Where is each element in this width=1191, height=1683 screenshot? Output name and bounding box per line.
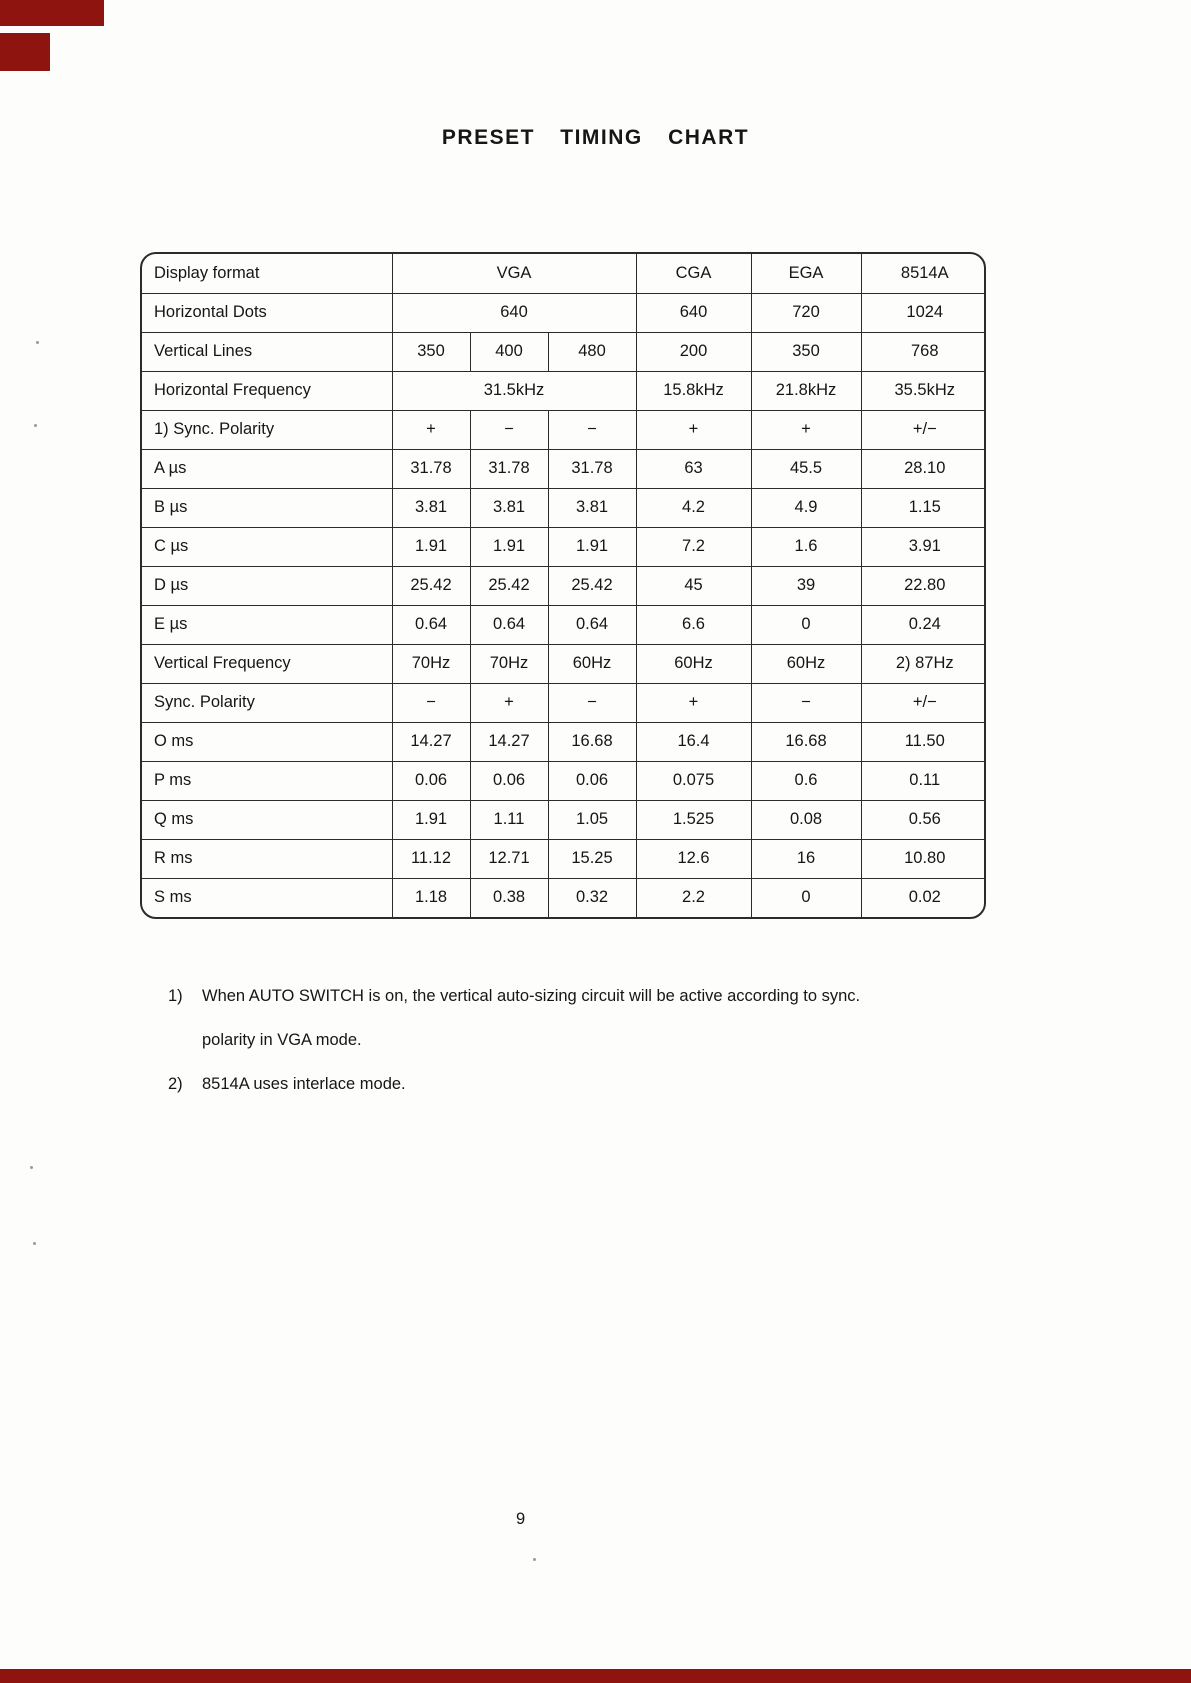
value-cell: 720 xyxy=(751,293,861,332)
value-cell: 0.38 xyxy=(470,878,548,917)
row-label: E µs xyxy=(142,605,392,644)
table-row xyxy=(142,800,986,839)
value-cell: 640 xyxy=(392,293,636,332)
scan-speck xyxy=(33,1242,36,1245)
value-cell: 768 xyxy=(861,332,986,371)
value-cell: 12.6 xyxy=(636,839,751,878)
value-cell: 25.42 xyxy=(392,566,470,605)
value-cell: 6.6 xyxy=(636,605,751,644)
table-row xyxy=(142,371,986,410)
value-cell: 16.68 xyxy=(751,722,861,761)
table-row xyxy=(142,566,986,605)
value-cell: 1.91 xyxy=(392,800,470,839)
value-cell: 200 xyxy=(636,332,751,371)
value-cell: VGA xyxy=(392,254,636,293)
row-label: R ms xyxy=(142,839,392,878)
value-cell: EGA xyxy=(751,254,861,293)
value-cell: + xyxy=(751,410,861,449)
value-cell: 0.06 xyxy=(548,761,636,800)
row-label: Q ms xyxy=(142,800,392,839)
value-cell: 0.56 xyxy=(861,800,986,839)
value-cell: 1.18 xyxy=(392,878,470,917)
scan-speck xyxy=(36,341,39,344)
scan-speck xyxy=(34,424,37,427)
footnote-number: 1) xyxy=(168,987,183,1005)
value-cell: 14.27 xyxy=(470,722,548,761)
footnote-text: 8514A uses interlace mode. xyxy=(202,1075,406,1093)
table-row xyxy=(142,761,986,800)
value-cell: − xyxy=(548,410,636,449)
table-row xyxy=(142,878,986,917)
value-cell: 22.80 xyxy=(861,566,986,605)
value-cell: + xyxy=(636,683,751,722)
value-cell: 39 xyxy=(751,566,861,605)
value-cell: 70Hz xyxy=(470,644,548,683)
value-cell: 31.78 xyxy=(470,449,548,488)
value-cell: 7.2 xyxy=(636,527,751,566)
row-label: C µs xyxy=(142,527,392,566)
value-cell: + xyxy=(470,683,548,722)
page-number: 9 xyxy=(516,1510,526,1528)
value-cell: + xyxy=(392,410,470,449)
value-cell: 21.8kHz xyxy=(751,371,861,410)
table-row xyxy=(142,332,986,371)
table-row xyxy=(142,839,986,878)
value-cell: 1.91 xyxy=(470,527,548,566)
value-cell: + xyxy=(636,410,751,449)
value-cell: 14.27 xyxy=(392,722,470,761)
value-cell: 1.05 xyxy=(548,800,636,839)
value-cell: 28.10 xyxy=(861,449,986,488)
value-cell: 0.32 xyxy=(548,878,636,917)
footnote-1-line-2 xyxy=(168,1030,860,1050)
value-cell: − xyxy=(392,683,470,722)
row-label: Vertical Frequency xyxy=(142,644,392,683)
value-cell: 0.64 xyxy=(392,605,470,644)
value-cell: 1.525 xyxy=(636,800,751,839)
scan-speck xyxy=(30,1166,33,1169)
value-cell: 60Hz xyxy=(548,644,636,683)
value-cell: 2) 87Hz xyxy=(861,644,986,683)
table-row xyxy=(142,644,986,683)
value-cell: 4.2 xyxy=(636,488,751,527)
value-cell: − xyxy=(751,683,861,722)
footnote-text: polarity in VGA mode. xyxy=(202,1031,362,1049)
value-cell: 63 xyxy=(636,449,751,488)
value-cell: +/− xyxy=(861,683,986,722)
value-cell: 25.42 xyxy=(470,566,548,605)
value-cell: 25.42 xyxy=(548,566,636,605)
value-cell: 0.24 xyxy=(861,605,986,644)
value-cell: 1.11 xyxy=(470,800,548,839)
table-row xyxy=(142,488,986,527)
value-cell: 16 xyxy=(751,839,861,878)
value-cell: 4.9 xyxy=(751,488,861,527)
value-cell: 0 xyxy=(751,878,861,917)
row-label: Vertical Lines xyxy=(142,332,392,371)
footnotes xyxy=(168,986,860,1118)
value-cell: 11.50 xyxy=(861,722,986,761)
value-cell: 1.15 xyxy=(861,488,986,527)
value-cell: 12.71 xyxy=(470,839,548,878)
scan-artifact-bottom-bar xyxy=(0,1669,1191,1683)
table-row xyxy=(142,449,986,488)
value-cell: 3.81 xyxy=(470,488,548,527)
value-cell: 35.5kHz xyxy=(861,371,986,410)
row-label: D µs xyxy=(142,566,392,605)
row-label: 1) Sync. Polarity xyxy=(142,410,392,449)
value-cell: 640 xyxy=(636,293,751,332)
value-cell: − xyxy=(470,410,548,449)
row-label: Horizontal Dots xyxy=(142,293,392,332)
value-cell: 45.5 xyxy=(751,449,861,488)
scan-artifact-top-left xyxy=(0,0,104,26)
row-label: Display format xyxy=(142,254,392,293)
value-cell: +/− xyxy=(861,410,986,449)
value-cell: 0.06 xyxy=(392,761,470,800)
value-cell: 3.81 xyxy=(548,488,636,527)
row-label: A µs xyxy=(142,449,392,488)
value-cell: 60Hz xyxy=(636,644,751,683)
value-cell: 0.08 xyxy=(751,800,861,839)
footnote-2-line-1 xyxy=(168,1074,860,1094)
value-cell: 0.64 xyxy=(548,605,636,644)
value-cell: 15.8kHz xyxy=(636,371,751,410)
table-row xyxy=(142,527,986,566)
value-cell: 45 xyxy=(636,566,751,605)
value-cell: 16.4 xyxy=(636,722,751,761)
table-row xyxy=(142,683,986,722)
value-cell: 1024 xyxy=(861,293,986,332)
value-cell: 15.25 xyxy=(548,839,636,878)
value-cell: 3.91 xyxy=(861,527,986,566)
value-cell: 400 xyxy=(470,332,548,371)
row-label: P ms xyxy=(142,761,392,800)
row-label: O ms xyxy=(142,722,392,761)
page-title: PRESET TIMING CHART xyxy=(441,126,750,149)
value-cell: 3.81 xyxy=(392,488,470,527)
row-label: Sync. Polarity xyxy=(142,683,392,722)
footnote-text: When AUTO SWITCH is on, the vertical auto-sizing circuit will be active according to sync. xyxy=(202,987,861,1005)
value-cell: 0.02 xyxy=(861,878,986,917)
value-cell: 11.12 xyxy=(392,839,470,878)
footnote-1-line-1 xyxy=(168,986,860,1006)
value-cell: 31.78 xyxy=(392,449,470,488)
value-cell: 8514A xyxy=(861,254,986,293)
scan-artifact-top-left-2 xyxy=(0,33,50,71)
footnote-number-spacer xyxy=(168,1030,202,1050)
table-row xyxy=(142,410,986,449)
value-cell: 1.91 xyxy=(392,527,470,566)
row-label: Horizontal Frequency xyxy=(142,371,392,410)
value-cell: 60Hz xyxy=(751,644,861,683)
value-cell: 31.5kHz xyxy=(392,371,636,410)
table-row xyxy=(142,293,986,332)
footnote-number: 2) xyxy=(168,1075,183,1093)
value-cell: 16.68 xyxy=(548,722,636,761)
value-cell: − xyxy=(548,683,636,722)
value-cell: 480 xyxy=(548,332,636,371)
preset-timing-table xyxy=(140,252,986,919)
value-cell: 0.6 xyxy=(751,761,861,800)
value-cell: 31.78 xyxy=(548,449,636,488)
value-cell: CGA xyxy=(636,254,751,293)
value-cell: 0.075 xyxy=(636,761,751,800)
value-cell: 70Hz xyxy=(392,644,470,683)
value-cell: 0.64 xyxy=(470,605,548,644)
table-row xyxy=(142,605,986,644)
value-cell: 350 xyxy=(751,332,861,371)
table-row xyxy=(142,254,986,293)
timing-table xyxy=(142,254,986,917)
row-label: S ms xyxy=(142,878,392,917)
row-label: B µs xyxy=(142,488,392,527)
table-row xyxy=(142,722,986,761)
value-cell: 0 xyxy=(751,605,861,644)
value-cell: 1.6 xyxy=(751,527,861,566)
value-cell: 0.06 xyxy=(470,761,548,800)
scan-speck xyxy=(533,1558,536,1561)
value-cell: 1.91 xyxy=(548,527,636,566)
timing-table-body xyxy=(142,254,986,917)
value-cell: 10.80 xyxy=(861,839,986,878)
value-cell: 0.11 xyxy=(861,761,986,800)
value-cell: 2.2 xyxy=(636,878,751,917)
value-cell: 350 xyxy=(392,332,470,371)
